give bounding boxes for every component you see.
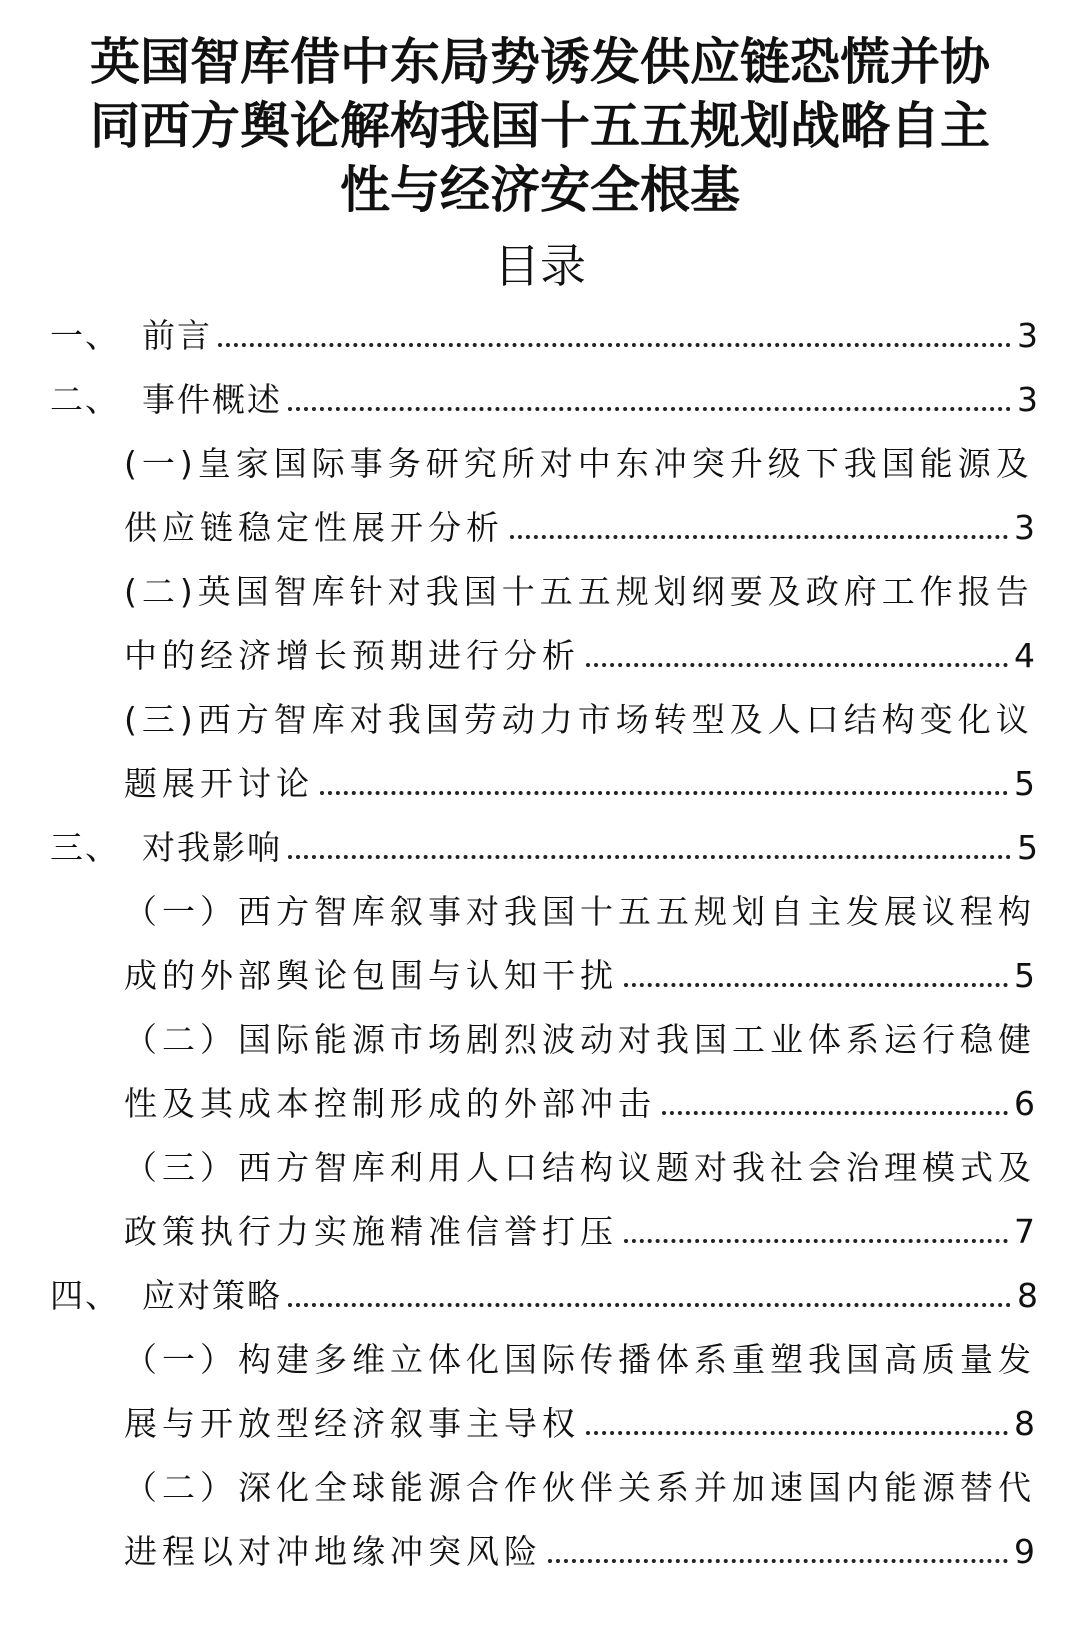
toc-entry-number: 一、 [50, 316, 120, 355]
toc-entry-number: 四、 [50, 1276, 120, 1315]
dot-leader [662, 1111, 1008, 1115]
dot-leader [288, 1303, 1011, 1307]
toc-subentry-2-2-line2[interactable] [124, 628, 1040, 676]
toc-entry-title-continued: 题展开讨论 [124, 764, 314, 803]
toc-entry-title-continued: 政策执行力实施精准信誉打压 [124, 1212, 618, 1251]
dot-leader [548, 1559, 1008, 1563]
toc-heading: 目录 [494, 239, 586, 293]
dot-leader [586, 663, 1008, 667]
dot-leader [218, 343, 1011, 347]
toc-subentry-3-3-line1[interactable] [124, 1140, 1040, 1188]
toc-subentry-3-1-line1[interactable] [124, 884, 1040, 932]
dot-leader [320, 791, 1008, 795]
toc-entry-title: （二）深化全球能源合作伙伴关系并加速国内能源替代 [124, 1468, 1036, 1507]
toc-entry-page: 5 [1017, 828, 1040, 867]
toc-entry-title: （一）西方智库叙事对我国十五五规划自主发展议程构 [124, 892, 1036, 931]
toc-entry-page: 5 [1014, 956, 1040, 995]
toc-entry-title: 对我影响 [142, 828, 282, 867]
toc-entry-page: 3 [1014, 508, 1040, 547]
dot-leader [510, 535, 1008, 539]
toc-entry-title-continued: 展与开放型经济叙事主导权 [124, 1404, 580, 1443]
toc-entry-number: 三、 [50, 828, 120, 867]
toc-subentry-2-1-line2[interactable] [124, 500, 1040, 548]
toc-subentry-2-3-line2[interactable] [124, 756, 1040, 804]
toc-subentry-4-1-line1[interactable] [124, 1332, 1040, 1380]
toc-entry-page: 3 [1017, 380, 1040, 419]
toc-entry-title: (一)皇家国际事务研究所对中东冲突升级下我国能源及 [124, 444, 1034, 483]
dot-leader [586, 1431, 1008, 1435]
toc-subentry-4-1-line2[interactable] [124, 1396, 1040, 1444]
title-line-1: 英国智库借中东局势诱发供应链恐慌并协 [90, 32, 990, 91]
title-line-3: 性与经济安全根基 [340, 160, 740, 219]
toc-entry-page: 5 [1014, 764, 1040, 803]
toc-entry-title: 前言 [142, 316, 212, 355]
toc-subentry-2-3-line1[interactable] [124, 692, 1040, 740]
toc-entry-page: 3 [1017, 316, 1040, 355]
toc-entry-title: (二)英国智库针对我国十五五规划纲要及政府工作报告 [124, 572, 1034, 611]
toc-entry-page: 6 [1014, 1084, 1040, 1123]
toc-entry-title-continued: 性及其成本控制形成的外部冲击 [124, 1084, 656, 1123]
toc-entry-page: 7 [1014, 1212, 1040, 1251]
toc-entry-number: 二、 [50, 380, 120, 419]
toc-subentry-3-3-line2[interactable] [124, 1204, 1040, 1252]
dot-leader [288, 407, 1011, 411]
dot-leader [624, 983, 1008, 987]
toc-entry-title-continued: 成的外部舆论包围与认知干扰 [124, 956, 618, 995]
toc-entry-title: 事件概述 [142, 380, 282, 419]
toc-subentry-3-1-line2[interactable] [124, 948, 1040, 996]
toc-subentry-3-2-line1[interactable] [124, 1012, 1040, 1060]
toc-subentry-2-1-line1[interactable] [124, 436, 1040, 484]
toc-entry-title: （二）国际能源市场剧烈波动对我国工业体系运行稳健 [124, 1020, 1036, 1059]
toc-entry-preface[interactable] [50, 308, 1040, 356]
dot-leader [288, 855, 1011, 859]
toc-entry-title: (三)西方智库对我国劳动力市场转型及人口结构变化议 [124, 700, 1034, 739]
title-line-2: 同西方舆论解构我国十五五规划战略自主 [90, 96, 990, 155]
toc-entry-title: （三）西方智库利用人口结构议题对我社会治理模式及 [124, 1148, 1036, 1187]
toc-entry-strategy[interactable] [50, 1268, 1040, 1316]
toc-entry-page: 8 [1017, 1276, 1040, 1315]
toc-entry-title-continued: 进程以对冲地缘冲突风险 [124, 1532, 542, 1571]
toc-subentry-2-2-line1[interactable] [124, 564, 1040, 612]
toc-entry-overview[interactable] [50, 372, 1040, 420]
toc-entry-title-continued: 供应链稳定性展开分析 [124, 508, 504, 547]
toc-entry-page: 9 [1014, 1532, 1040, 1571]
toc-entry-page: 4 [1014, 636, 1040, 675]
toc-subentry-4-2-line1[interactable] [124, 1460, 1040, 1508]
dot-leader [624, 1239, 1008, 1243]
toc-entry-impact[interactable] [50, 820, 1040, 868]
toc-entry-page: 8 [1014, 1404, 1040, 1443]
toc-subentry-4-2-line2[interactable] [124, 1524, 1040, 1572]
toc-entry-title: （一）构建多维立体化国际传播体系重塑我国高质量发 [124, 1340, 1036, 1379]
toc-entry-title: 应对策略 [142, 1276, 282, 1315]
toc-subentry-3-2-line2[interactable] [124, 1076, 1040, 1124]
toc-entry-title-continued: 中的经济增长预期进行分析 [124, 636, 580, 675]
